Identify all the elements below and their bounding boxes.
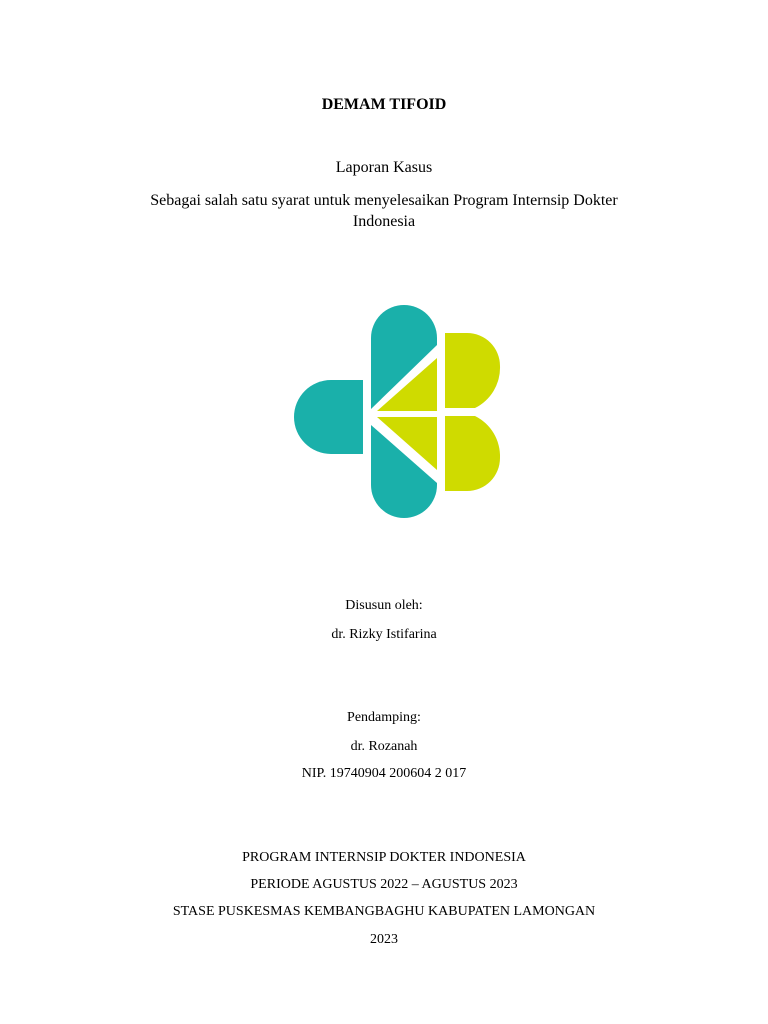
program-year: 2023 [370, 932, 398, 947]
document-title: DEMAM TIFOID [321, 96, 447, 113]
mentor-name: dr. Rozanah [350, 739, 418, 754]
logo-lime-lower-petal [445, 416, 500, 491]
purpose-line-2: Indonesia [352, 213, 416, 230]
author-name: dr. Rizky Istifarina [331, 627, 437, 642]
logo-teal-left-petal [294, 380, 363, 454]
author-label: Disusun oleh: [345, 598, 423, 613]
program-period: PERIODE AGUSTUS 2022 – AGUSTUS 2023 [250, 877, 518, 892]
logo-lime-upper-petal [445, 333, 500, 408]
mentor-label: Pendamping: [347, 710, 421, 725]
program-station: STASE PUSKESMAS KEMBANGBAGHU KABUPATEN LAMONGAN [172, 904, 596, 919]
document-purpose [0, 190, 768, 232]
program-name: PROGRAM INTERNSIP DOKTER INDONESIA [242, 850, 526, 865]
purpose-line-1: Sebagai salah satu syarat untuk menyelesaikan Program Internsip Dokter [150, 192, 618, 209]
document-subtitle: Laporan Kasus [335, 159, 433, 176]
kemenkes-logo-icon [290, 302, 504, 520]
mentor-nip: NIP. 19740904 200604 2 017 [301, 766, 467, 781]
